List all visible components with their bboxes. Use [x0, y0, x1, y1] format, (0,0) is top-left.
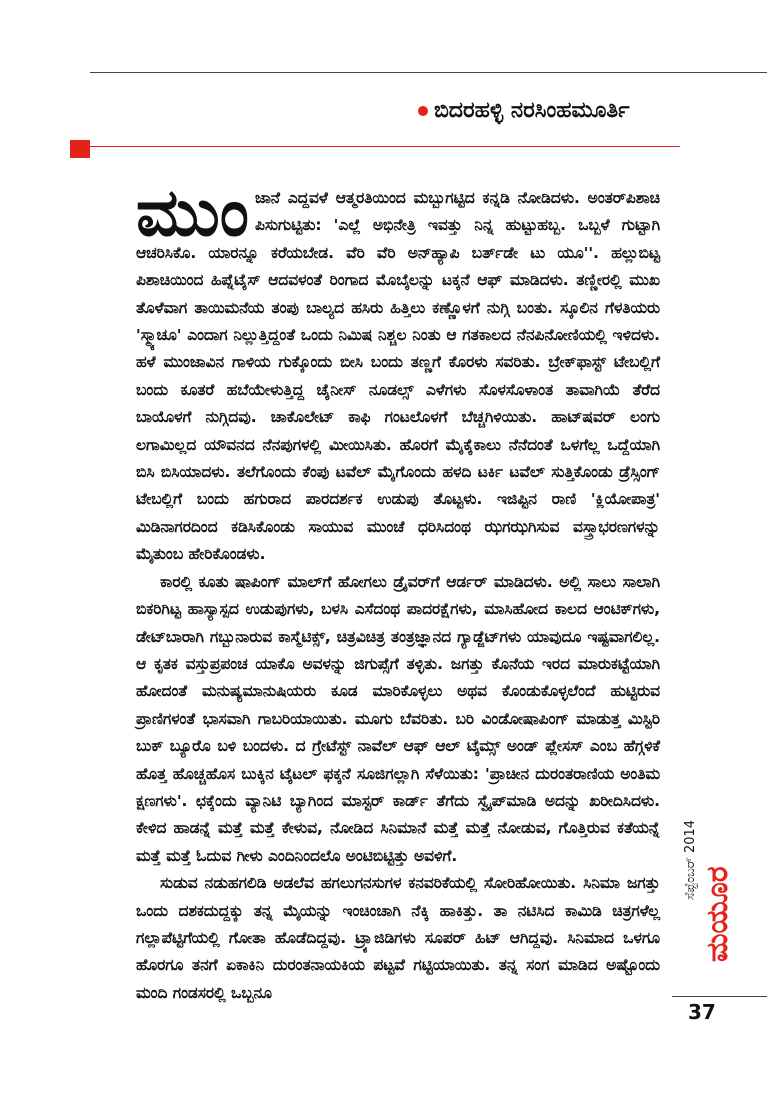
page-rule: [672, 996, 767, 997]
paragraph-3: ಸುಡುವ ನಡುಹಗಲಿಡಿ ಅಡಲೆವ ಹಗಲುಗನಸುಗಳ ಕನವರಿಕೆಯಲ್ಲಿ ಸೋರಿಹೋಯಿತು. ಸಿನಿಮಾ ಜಗತ್ತು ಒಂದು ದಶಕದುದ್ದಕ್ಕು ತನ್ನ ಮೈಯನ್ನು ಇಂಚಿಂಚಾಗಿ ನೆಕ್ಕಿ ಹಾಕಿತ್ತು. ತಾ ನಟಿಸಿದ ಕಾಮಿಡಿ ಚಿತ್ರಗಳೆಲ್ಲ ಗಲ್ಲಾಪೆಟ್ಟಿಗೆಯಲ್ಲಿ ಗೋತಾ ಹೊಡೆದಿದ್ದವು. ಟ್ರ್ಯಾಜಿಡಿಗಳು ಸೂಪರ್ ಹಿಟ್ ಆಗಿದ್ದವು. ಸಿನಿಮಾದ ಒಳಗೂ ಹೊರಗೂ ತನಗೆ ಏಕಾಕಿನಿ ದುರಂತನಾಯಕಿಯ ಪಟ್ಟವೆ ಗಟ್ಟಿಯಾಯಿತು. ತನ್ನ ಸಂಗ ಮಾಡಿದ ಅಷ್ಟೊಂದು ಮಂದಿ ಗಂಡಸರಲ್ಲಿ ಒಬ್ಬನೂ: [136, 874, 660, 1002]
author-name: ಬಿದರಹಳ್ಳಿ ನರಸಿಂಹಮೂರ್ತಿ: [434, 98, 630, 123]
bullet-icon: [418, 106, 428, 116]
accent-rule: [90, 146, 680, 147]
top-rule: [90, 72, 767, 73]
page-number: 37: [688, 1000, 716, 1024]
accent-square: [70, 140, 90, 158]
author-byline: [418, 98, 629, 123]
paragraph-2: ಕಾರಲ್ಲಿ ಕೂತು ಷಾಪಿಂಗ್ ಮಾಲ್‌ಗೆ ಹೋಗಲು ಡ್ರೈವರ್‌ಗೆ ಆರ್ಡರ್ ಮಾಡಿದಳು. ಅಲ್ಲಿ ಸಾಲು ಸಾಲಾಗಿ ಬಿಕರಿಗಿಟ್ಟ ಹಾಸ್ಯಾಸ್ಪದ ಉಡುಪುಗಳು, ಬಳಸಿ ಎಸೆದಂಥ ಪಾದರಕ್ಷೆಗಳು, ಮಾಸಿಹೋದ ಕಾಲದ ಆಂಟಿಕ್‌ಗಳು, ಡೇಟ್‌ಬಾರಾಗಿ ಗಬ್ಬುನಾರುವ ಕಾಸ್ಮೆಟಿಕ್ಸ್, ಚಿತ್ರವಿಚಿತ್ರ ತಂತ್ರಜ್ಞಾನದ ಗ್ಯಾಡ್ಜೆಟ್‌ಗಳು ಯಾವುದೂ ಇಷ್ಟವಾಗಲಿಲ್ಲ. ಆ ಕೃತಕ ವಸ್ತುಪ್ರಪಂಚ ಯಾಕೊ ಅವಳನ್ನು ಜಿಗುಪ್ಸೆಗೆ ತಳ್ಳಿತು. ಜಗತ್ತು ಕೊನೆಯ ಇರದ ಮಾರುಕಟ್ಟೆಯಾಗಿ ಹೋದಂತೆ ಮನುಷ್ಯಮಾನುಷಿಯರು ಕೂಡ ಮಾರಿಕೊಳ್ಳಲು ಅಥವ ಕೊಂಡುಕೊಳ್ಳಲೆಂದೆ ಹುಟ್ಟಿರುವ ಪ್ರಾಣಿಗಳಂತೆ ಭಾಸವಾಗಿ ಗಾಬರಿಯಾಯಿತು. ಮೂಗು ಬೆವರಿತು. ಬರಿ ವಿಂಡೋಷಾಪಿಂಗ್ ಮಾಡುತ್ತ ಮಿಸ್ಟಿರಿ ಬುಕ್ ಬ್ಯೂರೊ ಬಳಿ ಬಂದಳು. ದ ಗ್ರೇಟೆಸ್ಟ್ ನಾವೆಲ್ ಆಫ್ ಆಲ್ ಟೈಮ್ಸ್ ಅಂಡ್ ಪ್ಲೇಸಸ್ ಎಂಬ ಹೆಗ್ಗಳಿಕೆ ಹೊತ್ತ ಹೊಚ್ಚಹೊಸ ಬುಕ್ಕಿನ ಟೈಟಲ್ ಫಕ್ಕನೆ ಸೂಜಿಗಲ್ಲಾಗಿ ಸೆಳೆಯಿತು: 'ಪ್ರಾಚೀನ ದುರಂತರಾಣಿಯ ಅಂತಿಮ ಕ್ಷಣಗಳು'. ಛಕ್ಕೆಂದು ವ್ಯಾನಿಟಿ ಬ್ಯಾಗಿಂದ ಮಾಸ್ಟರ್ ಕಾರ್ಡ್ ತೆಗೆದು ಸ್ವೈಪ್‌ಮಾಡಿ ಅದನ್ನು ಖರೀದಿಸಿದಳು. ಕೇಳಿದ ಹಾಡನ್ನೆ ಮತ್ತೆ ಮತ್ತೆ ಕೇಳುವ, ನೋಡಿದ ಸಿನಿಮಾನೆ ಮತ್ತೆ ಮತ್ತೆ ನೋಡುವ, ಗೊತ್ತಿರುವ ಕತೆಯನ್ನೆ ಮತ್ತೆ ಮತ್ತೆ ಓದುವ ಗೀಳು ಎಂದಿನಿಂದಲೊ ಅಂಟಿಬಿಟ್ಟಿತ್ತು ಅವಳಿಗೆ.: [136, 572, 660, 865]
article-body: [136, 174, 660, 1007]
paragraph-1: ಜಾನೆ ಎದ್ದವಳೆ ಆತ್ಮರತಿಯಿಂದ ಮಬ್ಬುಗಟ್ಟಿದ ಕನ್ನಡಿ ನೋಡಿದಳು. ಅಂತರ್‌ಪಿಶಾಚಿ ಪಿಸುಗುಟ್ಟಿತು: 'ಎಲ್ಲೆ ಅಭಿನೇತ್ರಿ ಇವತ್ತು ನಿನ್ನ ಹುಟ್ಟುಹಬ್ಬ. ಒಬ್ಬಳೆ ಗುಟ್ಟಾಗಿ ಆಚರಿಸಿಕೊ. ಯಾರನ್ನೂ ಕರೆಯಬೇಡ. ವೆರಿ ವೆರಿ ಅನ್‌ಹ್ಯಾಪಿ ಬರ್ತ್‌ಡೇ ಟು ಯೂ''. ಹಲ್ಲುಬಿಟ್ಟ ಪಿಶಾಚಿಯಿಂದ ಹಿಪ್ನೆಟೈಸ್ ಆದವಳಂತೆ ರಿಂಗಾದ ಮೊಬೈಲನ್ನು ಟಕ್ಕನೆ ಆಫ್ ಮಾಡಿದಳು. ತಣ್ಣೀರಲ್ಲಿ ಮುಖ ತೊಳೆವಾಗ ತಾಯಿಮನೆಯ ತಂಪು ಬಾಲ್ಯದ ಹಸಿರು ಹಿತ್ತಿಲು ಕಣ್ಣೊಳಗೆ ನುಗ್ಗಿ ಬಂತು. ಸ್ಕೂಲಿನ ಗೆಳತಿಯರು 'ಸ್ಮ್ಯಾಚೂ' ಎಂದಾಗ ನಿಲ್ಲುತ್ತಿದ್ದಂತೆ ಒಂದು ನಿಮಿಷ ನಿಶ್ಚಲ ನಿಂತು ಆ ಗತಕಾಲದ ನೆನಪಿನೋಣಿಯಲ್ಲಿ ಇಳಿದಳು. ಹಳೆ ಮುಂಜಾವಿನ ಗಾಳಿಯ ಗುಕ್ಕೊಂದು ಬೀಸಿ ಬಂದು ತಣ್ಣಗೆ ಕೊರಳು ಸವರಿತು. ಬ್ರೇಕ್‌ಫಾಸ್ಟ್ ಟೇಬಲ್ಲಿಗೆ ಬಂದು ಕೂತರೆ ಹಬೆಯೇಳುತ್ತಿದ್ದ ಚೈನೀಸ್ ನೂಡಲ್ಸ್ ಎಳೆಗಳು ಸೊಳಸೊಳಾಂತ ತಾವಾಗಿಯೆ ತೆರೆದ ಬಾಯೊಳಗೆ ನುಗ್ಗಿದವು. ಚಾಕೊಲೇಟ್ ಕಾಫಿ ಗಂಟಲೊಳಗೆ ಬೆಚ್ಚಗಿಳಿಯಿತು. ಹಾಟ್‌ಷವರ್ ಲಂಗು ಲಗಾಮಿಲ್ಲದ ಯೌವನದ ನೆನಪುಗಳಲ್ಲಿ ಮೀಯಿಸಿತು. ಹೊರಗೆ ಮೈಕೈಕಾಲು ನೆನೆದಂತೆ ಒಳಗೆಲ್ಲ ಒದ್ದೆಯಾಗಿ ಬಿಸಿ ಬಿಸಿಯಾದಳು. ತಲೆಗೊಂದು ಕೆಂಪು ಟವೆಲ್ ಮೈಗೊಂದು ಹಳದಿ ಟರ್ಕಿ ಟವೆಲ್ ಸುತ್ತಿಕೊಂಡು ಡ್ರೆಸ್ಸಿಂಗ್ ಟೇಬಲ್ಲಿಗೆ ಬಂದು ಹಗುರಾದ ಪಾರದರ್ಶಕ ಉಡುಪು ತೊಟ್ಟಳು. ಇಜಿಪ್ಟಿನ ರಾಣಿ 'ಕ್ಲಿಯೋಪಾತ್ರ' ಮಿಡಿನಾಗರದಿಂದ ಕಡಿಸಿಕೊಂಡು ಸಾಯುವ ಮುಂಚೆ ಧರಿಸಿದಂಥ ಝಗಝಗಿಸುವ ವಸ್ತ್ರಾಭರಣಗಳನ್ನು ಮೈತುಂಬ ಹೇರಿಕೊಂಡಳು.: [136, 189, 660, 564]
magazine-name: ಮಯೂರ: [700, 866, 735, 962]
byline-row: [90, 98, 767, 132]
magazine-date: ಸೆಪ್ಟೆಂಬರ್ 2014: [683, 819, 698, 900]
drop-cap: ಮುಂ: [136, 174, 249, 251]
